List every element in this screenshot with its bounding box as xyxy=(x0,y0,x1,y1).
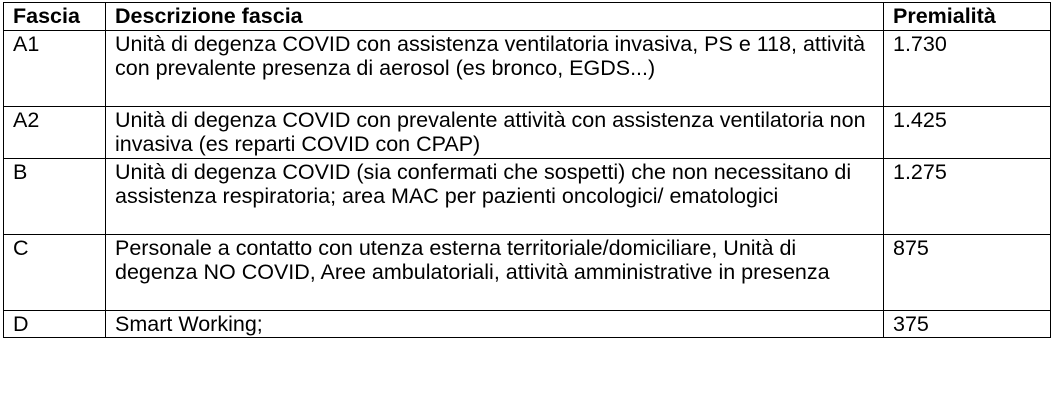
cell-descrizione: Unità di degenza COVID con prevalente attività con assistenza ventilatoria non invasiva (es reparti COVID con CPAP) xyxy=(106,106,884,158)
table-row xyxy=(4,234,1051,310)
table-header-row xyxy=(4,3,1051,31)
cell-premialita: 1.425 xyxy=(884,106,1051,158)
cell-premialita: 1.730 xyxy=(884,30,1051,106)
header-premialita: Premialità xyxy=(884,3,1051,31)
table-row xyxy=(4,310,1051,338)
cell-fascia: B xyxy=(4,158,106,234)
table-row xyxy=(4,106,1051,158)
cell-fascia: A2 xyxy=(4,106,106,158)
cell-descrizione: Smart Working; xyxy=(106,310,884,338)
cell-descrizione: Unità di degenza COVID con assistenza ventilatoria invasiva, PS e 118, attività con prevalente presenza di aerosol (es bronco, EGDS...) xyxy=(106,30,884,106)
cell-premialita: 1.275 xyxy=(884,158,1051,234)
cell-fascia: A1 xyxy=(4,30,106,106)
cell-descrizione: Personale a contatto con utenza esterna territoriale/domiciliare, Unità di degenza NO COVID, Aree ambulatoriali, attività amministrative in presenza xyxy=(106,234,884,310)
header-descrizione: Descrizione fascia xyxy=(106,3,884,31)
cell-premialita: 875 xyxy=(884,234,1051,310)
cell-fascia: C xyxy=(4,234,106,310)
cell-fascia: D xyxy=(4,310,106,338)
cell-descrizione: Unità di degenza COVID (sia confermati che sospetti) che non necessitano di assistenza respiratoria; area MAC per pazienti oncologici/ ematologici xyxy=(106,158,884,234)
table-row xyxy=(4,30,1051,106)
fasce-table xyxy=(3,2,1051,338)
cell-premialita: 375 xyxy=(884,310,1051,338)
table-row xyxy=(4,158,1051,234)
header-fascia: Fascia xyxy=(4,3,106,31)
